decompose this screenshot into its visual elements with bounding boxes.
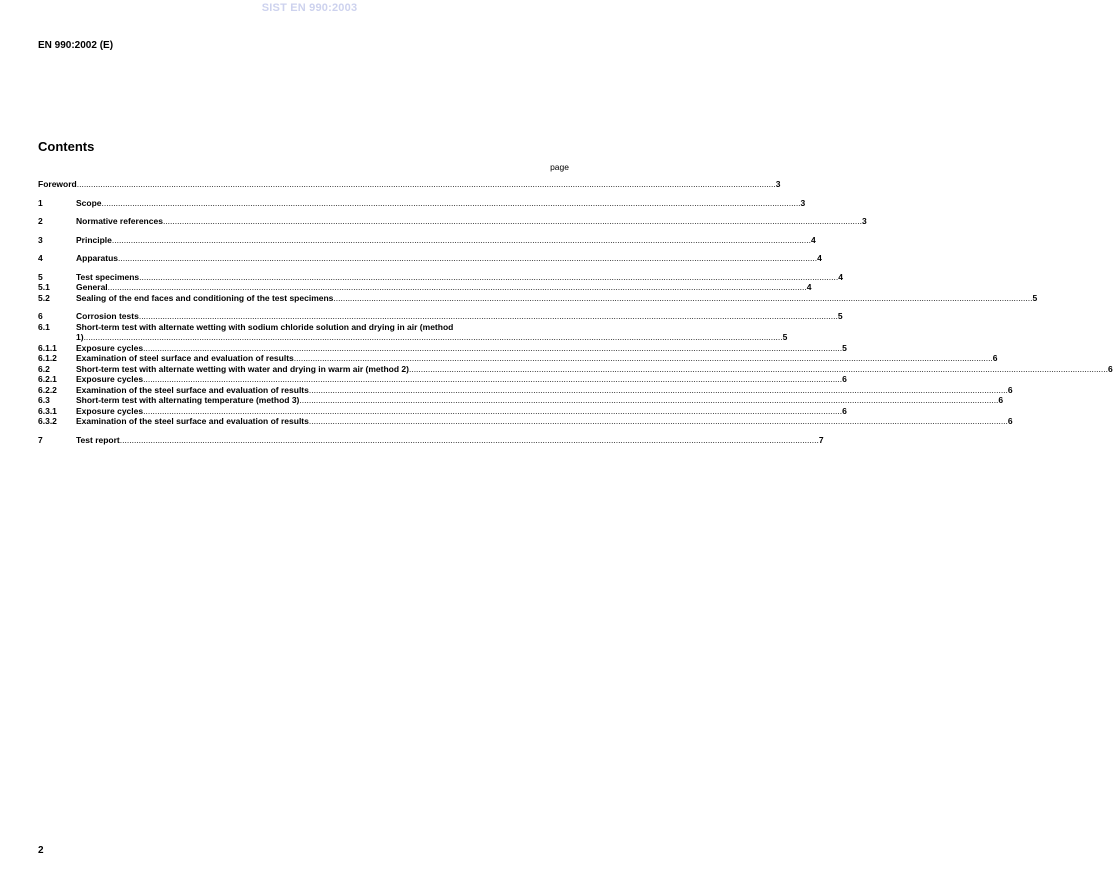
toc-entry-title: Corrosion tests: [76, 311, 139, 321]
toc-entry-continuation: [76, 332, 787, 343]
toc-entry-5-2[interactable]: [38, 292, 1038, 304]
toc-entry-title: Short-term test with alternate wetting with sodium chloride solution and drying in air (method: [76, 321, 454, 332]
toc-entry-6-2-1[interactable]: [38, 374, 847, 385]
toc-entry-number: 2: [38, 216, 43, 226]
toc-leader-dots: [108, 282, 807, 293]
toc-entry-page: 4: [810, 234, 816, 245]
toc-leader-dots: [112, 235, 811, 246]
contents-heading: Contents: [38, 139, 95, 154]
toc-entry-title: Normative references: [76, 216, 163, 226]
toc-entry-page: 6: [992, 353, 998, 363]
toc-leader-dots: [333, 293, 1032, 304]
toc-entry-title-continued: 1): [76, 332, 84, 342]
toc-entry-6-3-1[interactable]: [38, 405, 847, 417]
toc-entry-title: Exposure cycles: [76, 405, 144, 416]
toc-entry-3[interactable]: [38, 234, 816, 246]
watermark: SIST EN 990:2003: [261, 2, 358, 14]
toc-leader-dots: [143, 343, 842, 354]
toc-entry-number: 6.2.1: [38, 374, 57, 384]
toc-entry-6-2-2[interactable]: [38, 384, 1013, 396]
toc-entry-number: 5.2: [38, 292, 50, 303]
toc-entry-number: 6.1: [38, 321, 50, 332]
toc-entry-number: 6.1.1: [38, 342, 57, 353]
toc-entry-page: 5: [1032, 292, 1038, 303]
toc-entry-page: 3: [800, 197, 806, 208]
toc-entry-title: Short-term test with alternating temperature (method 3): [76, 395, 300, 405]
toc-entry-number: 6.2: [38, 363, 50, 374]
toc-entry-page: 4: [817, 253, 822, 263]
table-of-contents: [38, 179, 1113, 445]
toc-entry-number: 3: [38, 234, 43, 245]
toc-entry-6-1[interactable]: [38, 321, 788, 343]
toc-entry-number: 4: [38, 253, 43, 263]
toc-leader-dots: [102, 198, 801, 209]
toc-entry-6-3[interactable]: [38, 395, 1004, 406]
toc-entry-number: 5.1: [38, 282, 50, 292]
toc-entry-title: Apparatus: [76, 253, 119, 263]
toc-entry-page: 4: [806, 282, 812, 292]
toc-entry-title: Examination of the steel surface and evaluation of results: [76, 416, 309, 426]
toc-entry-title: Principle: [76, 234, 112, 245]
toc-entry-page: 5: [782, 332, 788, 342]
toc-entry-number: 6.1.2: [38, 353, 57, 363]
toc-entry-title: Examination of the steel surface and evaluation of results: [76, 384, 309, 395]
toc-entry-2[interactable]: [38, 216, 867, 227]
toc-entry-4[interactable]: [38, 253, 822, 264]
toc-entry-title: Foreword: [38, 179, 77, 189]
toc-entry-6-2[interactable]: [38, 363, 1113, 375]
toc-entry-6-1-2[interactable]: [38, 353, 998, 364]
toc-leader-dots: [77, 179, 776, 190]
toc-entry-number: 7: [38, 434, 43, 445]
toc-entry-page: 7: [818, 434, 824, 445]
toc-leader-dots: [84, 332, 783, 343]
toc-entry-page: 3: [775, 179, 781, 189]
toc-entry-page: 5: [842, 342, 847, 353]
toc-leader-dots: [139, 272, 838, 283]
toc-entry-body: [76, 322, 787, 343]
toc-entry-6-1-1[interactable]: [38, 342, 847, 354]
toc-entry-title: Short-term test with alternate wetting with water and drying in warm air (method 2): [76, 363, 409, 374]
toc-leader-dots: [143, 406, 842, 417]
toc-entry-page: 4: [838, 271, 843, 282]
toc-leader-dots: [143, 374, 842, 385]
toc-entry-title: Examination of steel surface and evaluation of results: [76, 353, 294, 363]
document-id: EN 990:2002 (E): [38, 40, 114, 51]
toc-entry-page: 3: [861, 216, 867, 226]
toc-entry-1[interactable]: [38, 197, 806, 209]
toc-entry-7[interactable]: [38, 434, 824, 446]
toc-leader-dots: [139, 311, 838, 322]
toc-entry-6-3-2[interactable]: [38, 416, 1013, 427]
toc-entry-page: 6: [1007, 416, 1013, 426]
toc-entry-number: 6: [38, 311, 43, 321]
toc-entry-title: Test specimens: [76, 271, 140, 282]
toc-leader-dots: [309, 385, 1008, 396]
toc-entry-title: Test report: [76, 434, 120, 445]
toc-entry-number: 1: [38, 197, 43, 208]
toc-entry-number: 6.3: [38, 395, 50, 405]
toc-leader-dots: [309, 416, 1008, 427]
toc-entry-number: 6.3.2: [38, 416, 57, 426]
toc-entry-title: General: [76, 282, 108, 292]
page-column-label: page: [550, 162, 569, 172]
page-number: 2: [38, 845, 44, 856]
toc-entry-number: 6.3.1: [38, 405, 57, 416]
toc-leader-dots: [299, 395, 998, 406]
toc-entry-page: 6: [998, 395, 1004, 405]
toc-entry-page: 6: [1007, 384, 1013, 395]
toc-leader-dots: [120, 435, 819, 446]
toc-entry-5-1[interactable]: [38, 282, 812, 293]
toc-entry-title: Exposure cycles: [76, 342, 144, 353]
toc-entry-page: 6: [1108, 363, 1113, 374]
toc-leader-dots: [294, 353, 993, 364]
toc-entry-page: 5: [837, 311, 843, 321]
toc-entry-number: 5: [38, 271, 43, 282]
toc-leader-dots: [409, 364, 1108, 375]
toc-leader-dots: [163, 216, 862, 227]
toc-entry-title: Sealing of the end faces and conditioning of the test specimens: [76, 292, 334, 303]
toc-entry-6[interactable]: [38, 311, 843, 322]
toc-entry-page: 6: [842, 405, 847, 416]
toc-entry-title: Scope: [76, 197, 102, 208]
toc-entry-number: 6.2.2: [38, 384, 57, 395]
toc-entry-page: 6: [842, 374, 847, 384]
toc-entry-title: Exposure cycles: [76, 374, 144, 384]
toc-entry-foreword[interactable]: [38, 179, 781, 190]
toc-leader-dots: [118, 253, 817, 264]
toc-entry-5[interactable]: [38, 271, 843, 283]
